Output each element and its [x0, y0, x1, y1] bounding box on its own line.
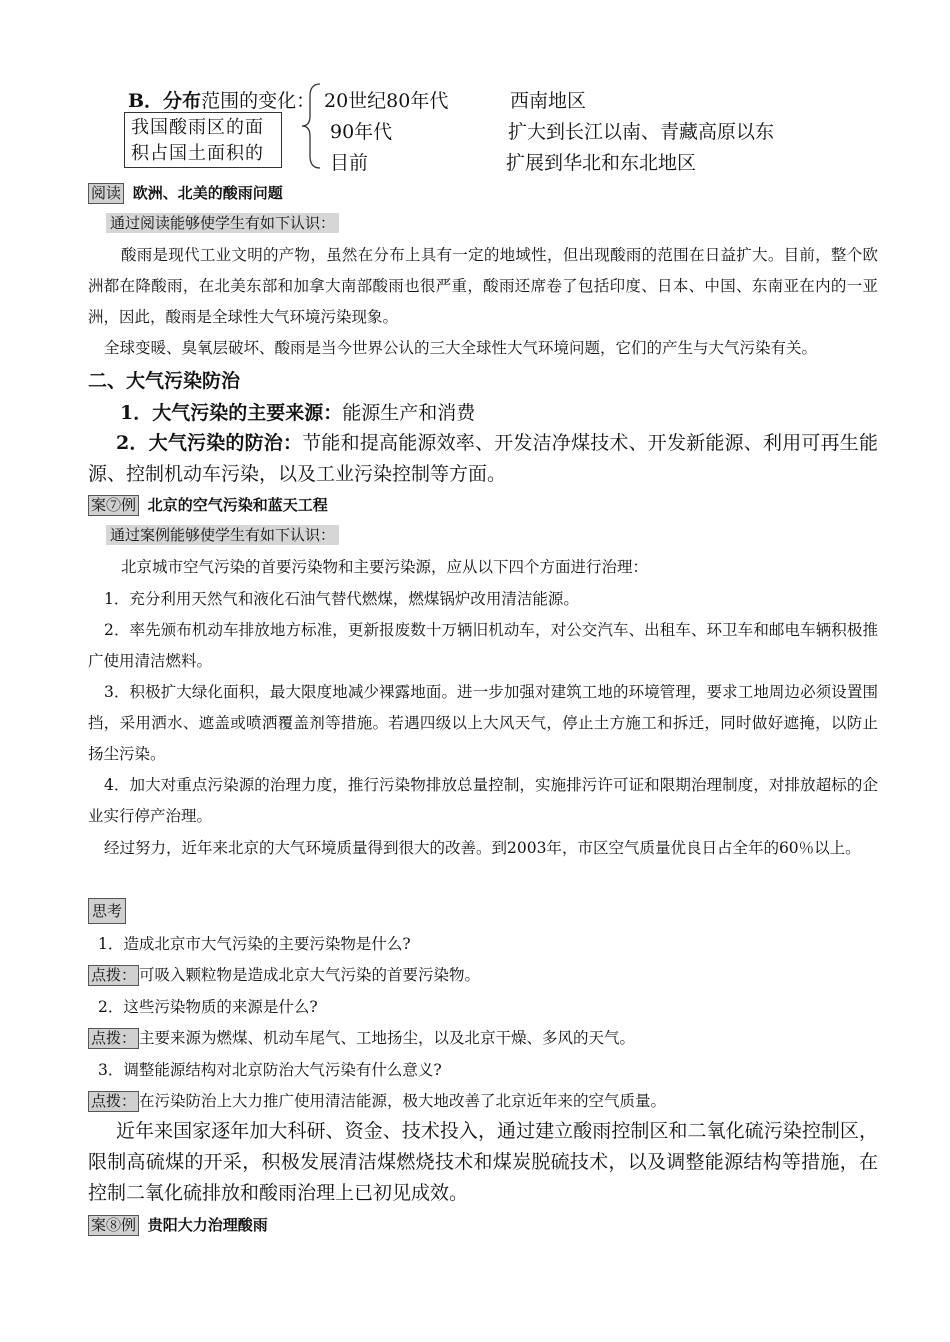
reading-paragraph-1: 酸雨是现代工业文明的产物，虽然在分布上具有一定的地域性，但出现酸雨的范围在日益扩大。目前，整个欧洲都在降酸雨，在北美东部和加拿大南部酸雨也很严重，酸雨还席卷了包括印度、日本、中国、东南亚在内的一亚洲，因此，酸雨是全球性大气环境污染现象。 [88, 246, 878, 326]
period-row-2: 90年代 [330, 121, 393, 143]
think-question-3: 3．调整能源结构对北京防治大气污染有什么意义? [98, 1061, 442, 1079]
reading-tag: 阅读 [88, 183, 124, 204]
think-heading [88, 898, 126, 924]
case7-point-4: 4．加大对重点污染源的治理力度，推行污染物排放总量控制，实施排污许可证和限期治理制度，对排放超标的企业实行停产治理。 [88, 776, 878, 825]
case7-lead: 北京城市空气污染的首要污染物和主要污染源，应从以下四个方面进行治理： [121, 558, 649, 576]
case7-title: 北京的空气污染和蓝天工程 [147, 496, 328, 514]
reading-heading [88, 182, 283, 204]
think-answer-2: 点拨： 主要来源为燃煤、机动车尾气、工地扬尘，以及北京干燥、多风的天气。 [88, 1026, 635, 1049]
case7-tag: 案⑦例 [88, 495, 139, 516]
brace-icon [300, 80, 324, 172]
case7-point-3: 3．积极扩大绿化面积，最大限度地减少裸露地面。进一步加强对建筑工地的环境管理，要求工地周边必须设置围挡，采用洒水、遮盖或喷洒覆盖剂等措施。若遇四级以上大风天气，停止土方施工和拆迁，同时做好遮掩，以防止扬尘污染。 [88, 683, 878, 763]
think-answer-3: 点拨： 在污染防治上大力推广使用清洁能源，极大地改善了北京近年来的空气质量。 [88, 1089, 666, 1112]
think-question-2: 2．这些污染物质的来源是什么? [98, 998, 318, 1016]
reading-paragraph-2: 全球变暖、臭氧层破坏、酸雨是当今世界公认的三大全球性大气环境问题，它们的产生与大气污染有关。 [104, 339, 818, 357]
distribution-label-rest: 范围的变化： [201, 90, 316, 112]
reading-title: 欧洲、北美的酸雨问题 [132, 184, 283, 202]
region-row-1: 西南地区 [510, 90, 587, 112]
case8-title: 贵阳大力治理酸雨 [147, 1216, 268, 1234]
case7-point-2: 2．率先颁布机动车排放地方标准，更新报废数十万辆旧机动车，对公交汽车、出租车、环卫车和邮电车辆积极推广使用清洁燃料。 [88, 621, 878, 670]
case8-heading [88, 1214, 268, 1236]
think-answer-1: 点拨： 可吸入颗粒物是造成北京大气污染的首要污染物。 [88, 963, 480, 986]
think-question-1: 1．造成北京市大气污染的主要污染物是什么? [98, 935, 411, 953]
closing-paragraph: 近年来国家逐年加大科研、资金、技术投入，通过建立酸雨控制区和二氧化硫污染控制区，限制高硫煤的开采，积极发展清洁煤燃烧技术和煤炭脱硫技术，以及调整能源结构等措施，在控制二氧化硫排放和酸雨治理上已初见成效。 [88, 1120, 878, 1204]
reading-intro: 通过阅读能够使学生有如下认识： [106, 212, 339, 233]
period-row-1: 20世纪80年代 [324, 90, 449, 112]
acid-rain-area-box: 我国酸雨区的面积占国土面积的 [124, 112, 282, 168]
case7-point-1: 1．充分利用天然气和液化石油气替代燃煤，燃煤锅炉改用清洁能源。 [104, 590, 579, 608]
distribution-label [128, 86, 315, 113]
region-row-2: 扩大到长江以南、青藏高原以东 [508, 121, 775, 143]
case7-result: 经过努力，近年来北京的大气环境质量得到很大的改善。到2003年，市区空气质量优良日占全年的60％以上。 [104, 839, 861, 857]
case7-heading [88, 494, 328, 516]
case7-intro: 通过案例能够使学生有如下认识： [106, 524, 339, 545]
region-row-3: 扩展到华北和东北地区 [506, 152, 697, 174]
period-row-3: 目前 [330, 152, 369, 174]
pollution-source-item: 1．大气污染的主要来源：能源生产和消费 [120, 402, 476, 424]
think-tag: 思考 [88, 898, 126, 924]
section-heading: 二、大气污染防治 [88, 370, 241, 392]
case8-tag: 案⑧例 [88, 1215, 139, 1236]
pollution-control-item: 2．大气污染的防治：节能和提高能源效率、开发洁净煤技术、开发新能源、利用可再生能源、控制机动车污染，以及工业污染控制等方面。 [88, 432, 878, 485]
distribution-label-prefix: B．分布 [128, 90, 202, 112]
